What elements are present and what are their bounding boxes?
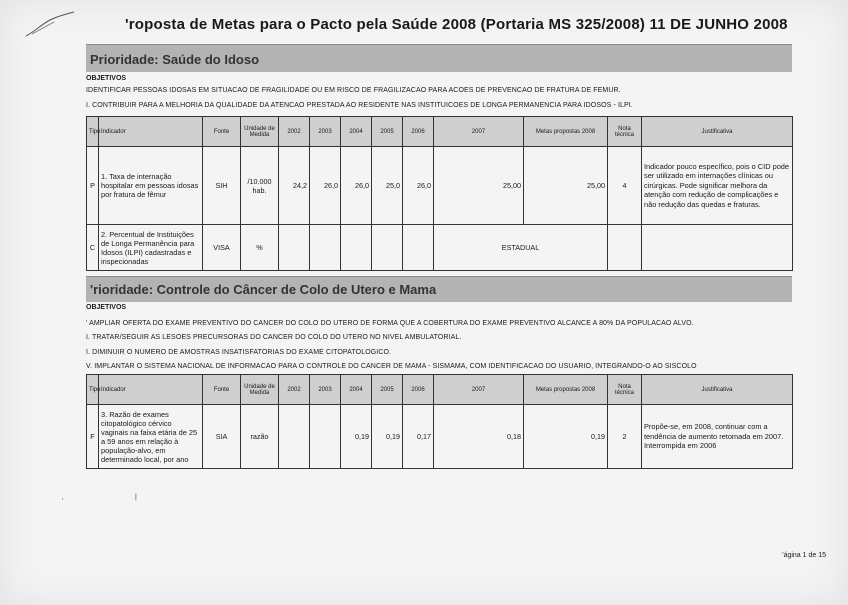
technical-note-cell: 4 (608, 147, 642, 225)
header-cell: Unidade de Medida (241, 117, 279, 147)
header-cell: Fonte (203, 375, 241, 405)
document-title: 'roposta de Metas para o Pacto pela Saúde 2008 (Portaria MS 325/2008) 11 DE JUNHO 2008 (125, 16, 788, 33)
objective-line: I. TRATAR/SEGUIR AS LESOES PRECURSORAS DO CANCER DO COLO DO UTERO NO NIVEL AMBULATORIAL. (86, 334, 462, 341)
value-2006-cell: 26,0 (403, 147, 434, 225)
priority-bar-cancer-control: 'rioridade: Controle do Câncer de Colo de Utero e Mama (86, 276, 792, 302)
target-2008-cell: 25,00 (524, 147, 608, 225)
header-cell: Justificativa (642, 117, 793, 147)
header-cell: Nota técnica (608, 117, 642, 147)
value-2003-cell: 26,0 (310, 147, 341, 225)
objective-line: I. CONTRIBUIR PARA A MELHORIA DA QUALIDADE DA ATENCAO PRESTADA AO RESIDENTE NAS INSTITUICOES DE LONGA PERMANENCIA PARA IDOSOS - ILPI. (86, 102, 633, 109)
scan-speck-mark: | (135, 494, 137, 501)
header-cell: 2007 (434, 375, 524, 405)
justification-cell: Indicador pouco específico, pois o CID pode ser utilizado em internações clínicas ou cirúrgicas. Pode significar melhora da atenção com redução de complicações e não redução das quedas e fraturas. (642, 147, 793, 225)
header-cell: Metas propostas 2008 (524, 117, 608, 147)
objective-line: V. IMPLANTAR O SISTEMA NACIONAL DE INFORMACAO PARA O CONTROLE DO CANCER DE MAMA - SISMAMA, COM IDENTIFICACAO DO USUARIO, INTEGRANDO-O AO SISCOLO (86, 363, 697, 370)
table-row (87, 147, 793, 225)
value-2005-cell (372, 225, 403, 271)
scan-speck-mark: ' (62, 498, 64, 505)
header-cell: 2003 (310, 375, 341, 405)
header-cell: 2006 (403, 117, 434, 147)
header-cell: 2005 (372, 117, 403, 147)
header-cell: 2004 (341, 117, 372, 147)
header-cell: 2003 (310, 117, 341, 147)
header-cell: Fonte (203, 117, 241, 147)
header-cell: 2004 (341, 375, 372, 405)
value-2004-cell (341, 225, 372, 271)
value-2005-cell: 0,19 (372, 405, 403, 469)
value-2003-cell (310, 405, 341, 469)
header-cell: 2002 (279, 375, 310, 405)
table-row (87, 405, 793, 469)
justification-cell: Propõe-se, em 2008, continuar com a tendência de aumento retomada em 2007. Interrompida em 2006 (642, 405, 793, 469)
source-cell: VISA (203, 225, 241, 271)
unit-cell: razão (241, 405, 279, 469)
source-cell: SIH (203, 147, 241, 225)
header-cell: Tipo (87, 375, 99, 405)
objective-line: IDENTIFICAR PESSOAS IDOSAS EM SITUACAO DE FRAGILIDADE OU EM RISCO DE FRAGILIZACAO PARA ACOES DE PREVENCAO DE FRATURA DE FEMUR. (86, 87, 621, 94)
header-cell: Indicador (99, 375, 203, 405)
value-2002-cell: 24,2 (279, 147, 310, 225)
table-row (87, 225, 793, 271)
unit-cell: % (241, 225, 279, 271)
value-2002-cell (279, 225, 310, 271)
unit-cell: /10.000 hab. (241, 147, 279, 225)
header-cell: Tipo (87, 117, 99, 147)
value-2004-cell: 26,0 (341, 147, 372, 225)
header-cell: 2006 (403, 375, 434, 405)
value-2007-cell: 0,18 (434, 405, 524, 469)
tipo-cell: P (87, 147, 99, 225)
header-cell: 2005 (372, 375, 403, 405)
priority-bar-elderly-health: Prioridade: Saúde do Idoso (86, 44, 792, 72)
value-2006-cell (403, 225, 434, 271)
page-number: 'ágina 1 de 15 (782, 552, 826, 559)
source-cell: SIA (203, 405, 241, 469)
objectives-label: OBJETIVOS (86, 304, 127, 311)
value-2005-cell: 25,0 (372, 147, 403, 225)
target-2008-cell: 0,19 (524, 405, 608, 469)
header-cell: 2007 (434, 117, 524, 147)
target-2008-cell: ESTADUAL (434, 225, 608, 271)
header-cell: Nota técnica (608, 375, 642, 405)
indicator-cell: 1. Taxa de internação hospitalar em pessoas idosas por fratura de fêmur (99, 147, 203, 225)
table-header-row (87, 375, 793, 405)
value-2006-cell: 0,17 (403, 405, 434, 469)
objective-line: ' AMPLIAR OFERTA DO EXAME PREVENTIVO DO CANCER DO COLO DO UTERO DE FORMA QUE A COBERTURA DO EXAME PREVENTIVO ALCANCE A 80% DA POPULACAO ALVO. (86, 320, 694, 327)
technical-note-cell (608, 225, 642, 271)
indicator-cell: 2. Percentual de Instituições de Longa Permanência para Idosos (ILPI) cadastradas e inspecionadas (99, 225, 203, 271)
table-header-row (87, 117, 793, 147)
justification-cell (642, 225, 793, 271)
value-2003-cell (310, 225, 341, 271)
objectives-label: OBJETIVOS (86, 75, 127, 82)
indicators-table-cancer (86, 374, 793, 469)
header-cell: Justificativa (642, 375, 793, 405)
pen-scribble-mark (24, 10, 84, 40)
header-cell: 2002 (279, 117, 310, 147)
indicators-table-elderly (86, 116, 793, 271)
value-2002-cell (279, 405, 310, 469)
technical-note-cell: 2 (608, 405, 642, 469)
objective-line: I. DIMINUIR O NUMERO DE AMOSTRAS INSATISFATORIAS DO EXAME CITOPATOLOGICO. (86, 349, 392, 356)
indicator-cell: 3. Razão de exames citopatológico cérvico vaginais na faixa etária de 25 a 59 anos em relação à população-alvo, em determinado local, por ano (99, 405, 203, 469)
value-2007-cell: 25,00 (434, 147, 524, 225)
header-cell: Metas propostas 2008 (524, 375, 608, 405)
value-2004-cell: 0,19 (341, 405, 372, 469)
header-cell: Indicador (99, 117, 203, 147)
header-cell: Unidade de Medida (241, 375, 279, 405)
tipo-cell: F (87, 405, 99, 469)
tipo-cell: C (87, 225, 99, 271)
